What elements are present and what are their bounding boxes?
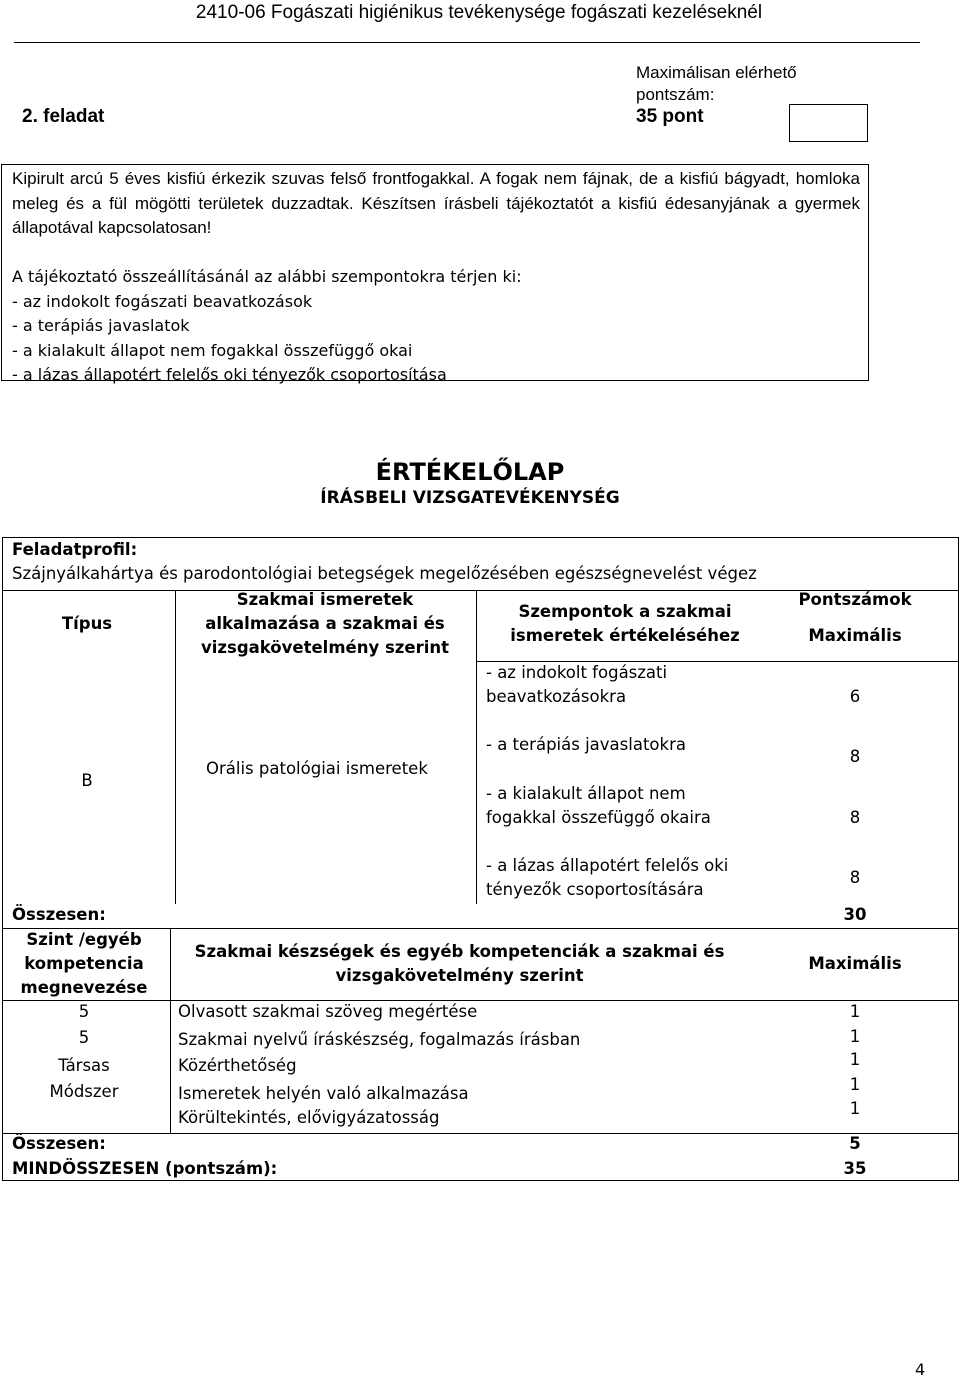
evaluation-subtitle: ÍRÁSBELI VIZSGATEVÉKENYSÉG	[320, 488, 620, 508]
total-value: 35	[843, 1159, 867, 1178]
skill-level: Társas	[58, 1056, 110, 1075]
page-number: 4	[915, 1360, 926, 1379]
task-point: - a kialakult állapot nem fogakkal összefüggő okai	[12, 340, 413, 360]
subtotal-value: 5	[849, 1134, 861, 1153]
subtotal-value: 30	[843, 905, 867, 924]
criterion-text: - a terápiás javaslatokra	[486, 735, 686, 754]
criterion-points: 8	[849, 808, 861, 827]
profile-label: Feladatprofil:	[12, 540, 138, 559]
column-header-type: Típus	[61, 614, 113, 633]
criterion-text: - az indokolt fogászati beavatkozásokra	[486, 663, 668, 706]
criterion-points: 6	[849, 687, 861, 706]
skill-points: 1	[849, 1027, 861, 1046]
header-divider	[14, 42, 920, 43]
score-box	[789, 104, 868, 142]
type-value: B	[81, 771, 93, 790]
criterion-text: - a lázas állapotért felelős oki tényezők csoportosítására	[486, 856, 729, 899]
document-header-title: 2410-06 Fogászati higiénikus tevékenysége fogászati kezeléseknél	[195, 2, 763, 23]
task-label: 2. feladat	[22, 106, 105, 127]
knowledge-value: Orális patológiai ismeretek	[206, 759, 428, 778]
skill-points: 1	[849, 1050, 861, 1069]
skill-text: Szakmai nyelvű íráskészség, fogalmazás írásban	[178, 1030, 581, 1049]
column-header-skills: Szakmai készségek és egyéb kompetenciák a szakmai és vizsgakövetelmény szerint	[194, 942, 725, 985]
subtotal-label: Összesen:	[12, 905, 106, 924]
task-point: - a lázas állapotért felelős oki tényezők csoportosítása	[12, 365, 447, 384]
column-header-points: Pontszámok	[798, 590, 912, 609]
column-header-criteria: Szempontok a szakmai ismeretek értékeléséhez	[510, 602, 740, 645]
skill-text: Közérthetőség	[178, 1056, 297, 1075]
subtotal-label: Összesen:	[12, 1134, 106, 1153]
total-label: MINDÖSSZESEN (pontszám):	[12, 1159, 278, 1178]
column-header-knowledge: Szakmai ismeretek alkalmazása a szakmai és vizsgakövetelmény szerint	[201, 590, 449, 657]
task-scenario: Kipirult arcú 5 éves kisfiú érkezik szuvas felső frontfogakkal. A fogak nem fájnak, de a kisfiú bágyadt, homloka meleg és a fül mögötti területek duzzadtak. Készítsen írásbeli tájékoztatót a kisfiú édesanyjának a gyermek állapotával kapcsolatosan!	[12, 169, 860, 237]
column-header-max: Maximális	[808, 954, 902, 973]
column-header-max: Maximális	[808, 626, 902, 645]
skill-points: 1	[849, 1099, 861, 1118]
max-points-value: 35 pont	[636, 106, 704, 127]
task-instructions	[12, 265, 860, 388]
skill-points: 1	[849, 1075, 861, 1094]
max-points-label: Maximálisan elérhető pontszám:	[636, 63, 797, 104]
skill-text: Ismeretek helyén való alkalmazása	[178, 1084, 469, 1103]
skill-level: Módszer	[49, 1082, 119, 1101]
criterion-points: 8	[849, 868, 861, 887]
column-header-level: Szint /egyéb kompetencia megnevezése	[20, 930, 148, 997]
skill-level: 5	[78, 1028, 90, 1047]
skill-text: Körültekintés, elővigyázatosság	[178, 1108, 440, 1127]
task-point: - az indokolt fogászati beavatkozások	[12, 291, 313, 311]
skill-level: 5	[78, 1002, 90, 1021]
task-point: - a terápiás javaslatok	[12, 316, 190, 335]
criterion-points: 8	[849, 747, 861, 766]
task-instruction: A tájékoztató összeállításánál az alábbi szempontokra térjen ki:	[12, 267, 522, 286]
evaluation-title: ÉRTÉKELŐLAP	[375, 458, 565, 486]
profile-text: Szájnyálkahártya és parodontológiai betegségek megelőzésében egészségnevelést végez	[12, 564, 757, 583]
skill-points: 1	[849, 1002, 861, 1021]
criterion-text: - a kialakult állapot nem fogakkal összefüggő okaira	[486, 784, 711, 827]
skill-text: Olvasott szakmai szöveg megértése	[178, 1002, 478, 1021]
